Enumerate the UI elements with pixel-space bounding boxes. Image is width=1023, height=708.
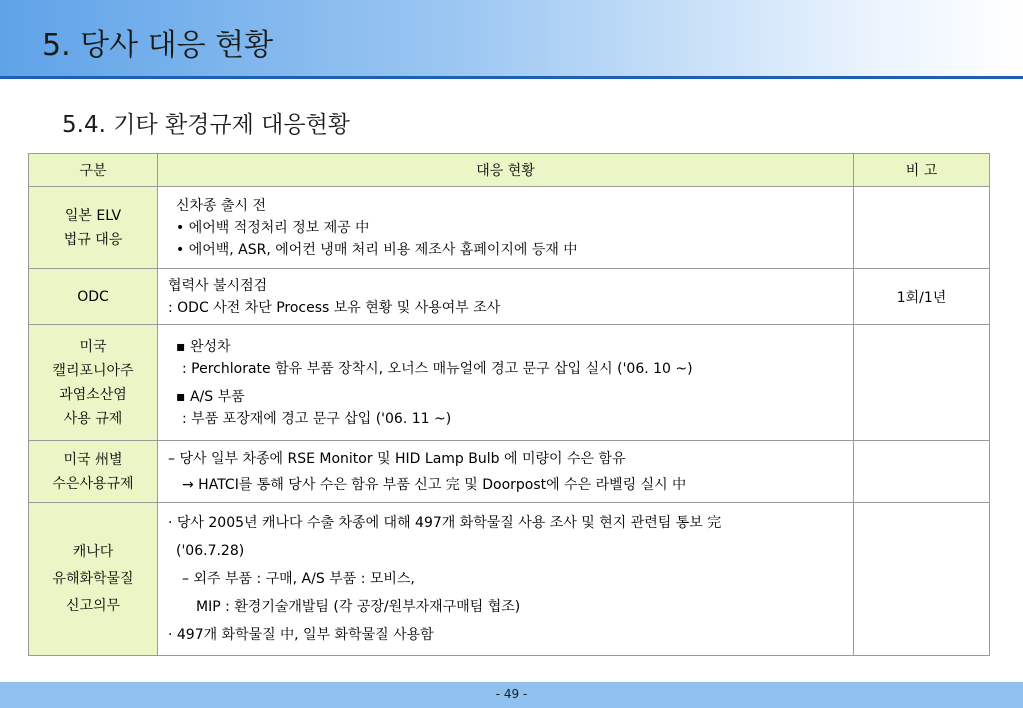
row-content bbox=[158, 441, 854, 503]
row-content bbox=[158, 325, 854, 441]
section-title: 5.4. 기타 환경규제 대응현황 bbox=[62, 112, 351, 138]
table-header-row bbox=[29, 154, 990, 187]
content-line: : 부품 포장재에 경고 문구 삽입 ('06. 11 ~) bbox=[182, 410, 452, 427]
page-number: - 49 - bbox=[495, 687, 528, 701]
content-line: → HATCI를 통해 당사 수은 함유 부품 신고 完 및 Doorpost에 수은 라벨링 실시 中 bbox=[182, 476, 687, 493]
column-header-remarks: 비 고 bbox=[854, 154, 990, 187]
category-line: 캘리포니아주 bbox=[52, 362, 134, 379]
header-divider bbox=[0, 76, 1023, 79]
response-status-table bbox=[28, 153, 990, 656]
content-line: ▪ A/S 부품 bbox=[176, 388, 245, 405]
page-title: 5. 당사 대응 현황 bbox=[42, 28, 274, 63]
row-category bbox=[29, 441, 158, 503]
column-header-status: 대응 현황 bbox=[158, 154, 854, 187]
category-line: 과염소산염 bbox=[59, 386, 127, 403]
category-line: 사용 규제 bbox=[63, 410, 123, 427]
row-content bbox=[158, 503, 854, 656]
row-note bbox=[854, 187, 990, 269]
category-line: 신고의무 bbox=[65, 597, 121, 614]
row-category bbox=[29, 325, 158, 441]
row-note bbox=[854, 325, 990, 441]
row-note bbox=[854, 503, 990, 656]
table-row bbox=[29, 187, 990, 269]
category-line: 유해화학물질 bbox=[52, 570, 134, 587]
content-line: · 497개 화학물질 中, 일부 화학물질 사용함 bbox=[168, 627, 434, 643]
content-line: • 에어백, ASR, 에어컨 냉매 처리 비용 제조사 홈페이지에 등재 中 bbox=[176, 241, 578, 258]
content-line: 신차종 출시 전 bbox=[176, 197, 267, 214]
content-line: – 당사 일부 차종에 RSE Monitor 및 HID Lamp Bulb 에 미량이 수은 함유 bbox=[168, 450, 626, 467]
row-category bbox=[29, 269, 158, 325]
category-line: ODC bbox=[77, 288, 109, 305]
row-note bbox=[854, 441, 990, 503]
content-line: : ODC 사전 차단 Process 보유 현황 및 사용여부 조사 bbox=[168, 299, 501, 316]
row-content bbox=[158, 187, 854, 269]
content-line: 협력사 불시점검 bbox=[168, 277, 268, 294]
content-line: MIP : 환경기술개발팀 (각 공장/원부자재구매팀 협조) bbox=[196, 599, 521, 615]
category-line: 수은사용규제 bbox=[52, 475, 134, 492]
content-line: ('06.7.28) bbox=[176, 543, 245, 559]
table-row bbox=[29, 325, 990, 441]
row-category bbox=[29, 187, 158, 269]
category-line: 미국 州별 bbox=[63, 451, 123, 468]
category-line: 일본 ELV bbox=[64, 207, 122, 224]
table-row bbox=[29, 269, 990, 325]
content-line: – 외주 부품 : 구매, A/S 부품 : 모비스, bbox=[182, 571, 415, 587]
content-line: : Perchlorate 함유 부품 장착시, 오너스 매뉴얼에 경고 문구 삽입 실시 ('06. 10 ~) bbox=[182, 360, 693, 377]
table-row bbox=[29, 503, 990, 656]
row-content bbox=[158, 269, 854, 325]
table-row bbox=[29, 441, 990, 503]
category-line: 캐나다 bbox=[72, 543, 114, 560]
row-category bbox=[29, 503, 158, 656]
content-line: • 에어백 적정처리 정보 제공 中 bbox=[176, 219, 370, 236]
row-note: 1회/1년 bbox=[854, 269, 990, 325]
category-line: 미국 bbox=[79, 338, 107, 355]
content-line: · 당사 2005년 캐나다 수출 차종에 대해 497개 화학물질 사용 조사 및 현지 관련팀 통보 完 bbox=[168, 515, 722, 531]
category-line: 법규 대응 bbox=[63, 231, 123, 248]
column-header-category: 구분 bbox=[29, 154, 158, 187]
content-line: ▪ 완성차 bbox=[176, 338, 231, 355]
